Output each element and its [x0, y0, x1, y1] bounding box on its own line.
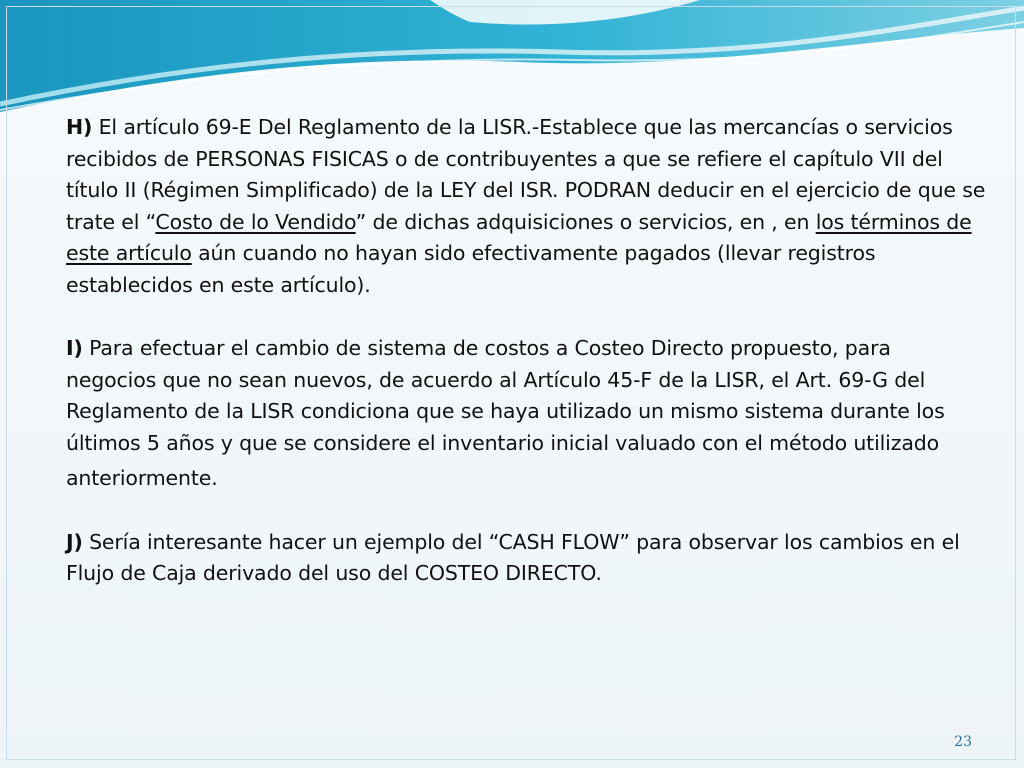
page-number: 23 — [954, 734, 972, 750]
paragraph-h-text-1: El artículo 69-E Del Reglamento de la LISR.-Establece que las mercancías o servicios recibidos de PERSONAS FISICAS o de contribuyentes a que se refiere el capítulo VII del título II (Régimen Simplificado) de la LEY del ISR. PODRAN deducir en el ejercicio de que se trate el “ — [66, 115, 986, 234]
paragraph-h-underline-2: los términos de este artículo — [66, 209, 972, 265]
paragraph-j-marker: J) — [66, 529, 83, 554]
paragraph-h-marker: H) — [66, 115, 93, 139]
paragraph-i-marker: I) — [66, 336, 83, 360]
slide-content — [66, 112, 986, 590]
paragraph-h — [66, 112, 986, 301]
paragraph-i-text-1: Para efectuar el cambio de sistema de costos a Costeo Directo propuesto, para negocios que no sean nuevos, de acuerdo al Artículo 45-F de la LISR, el Art. 69-G del Reglamento de la LISR condiciona que se haya utilizado un mismo sistema durante los últimos 5 años y que se considere el inventario inicial valuado con el método utilizado — [66, 336, 945, 455]
paragraph-i — [66, 333, 986, 495]
paragraph-j — [66, 527, 986, 590]
paragraph-h-text-3: aún cuando no hayan sido efectivamente pagados (llevar registros establecidos en este artículo). — [66, 241, 876, 297]
paragraph-h-text-2: ” de dichas adquisiciones o servicios, en , en — [355, 209, 816, 234]
paragraph-j-text-1: Sería interesante hacer un ejemplo del “CASH FLOW” para observar los cambios en el Flujo de Caja derivado del uso del COSTEO DIRECTO. — [66, 529, 960, 585]
paragraph-h-underline-1: Costo de lo Vendido — [155, 209, 356, 234]
paragraph-i-text-2: anteriormente. — [66, 466, 218, 490]
